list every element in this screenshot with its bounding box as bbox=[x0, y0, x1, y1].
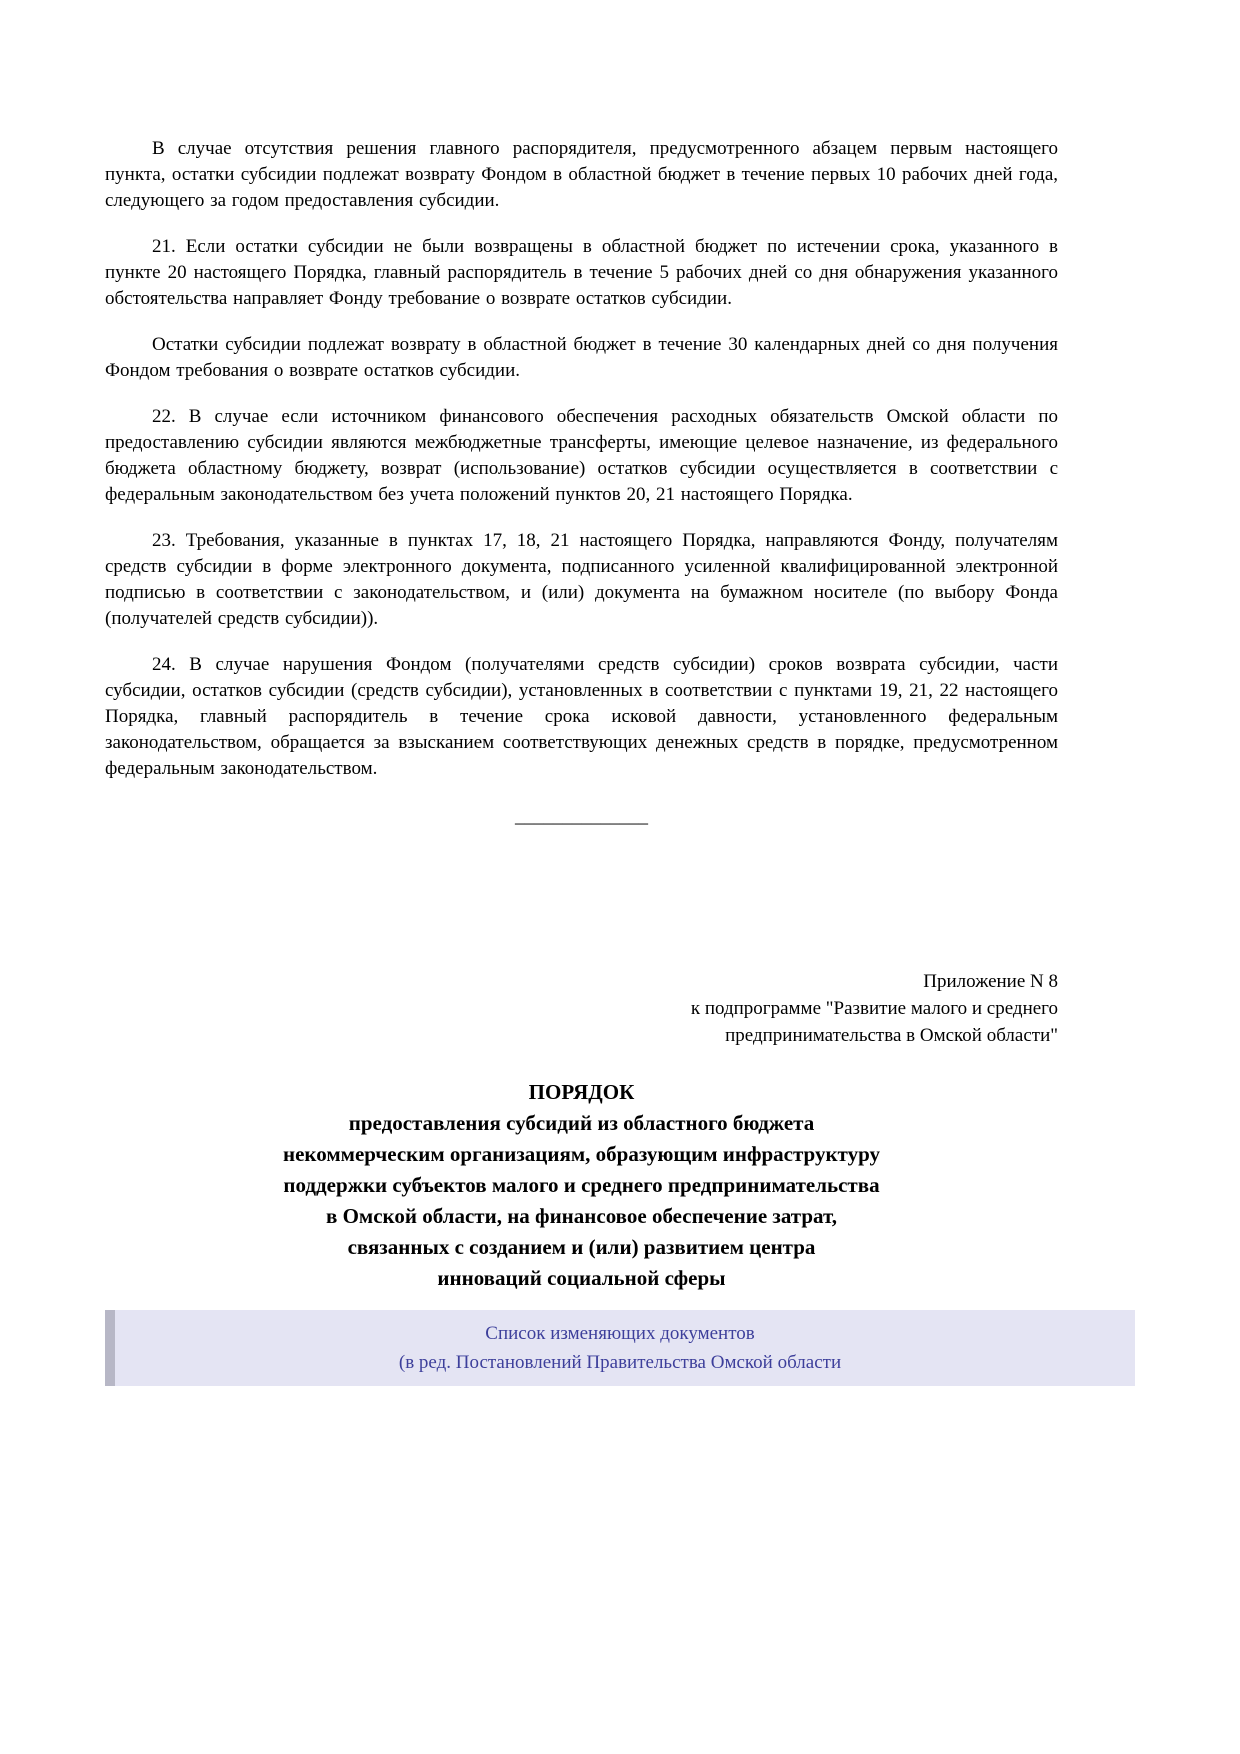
annex-line-region: предпринимательства в Омской области" bbox=[725, 1025, 1058, 1046]
paragraph-point-21: 21. Если остатки субсидии не были возвращены в областной бюджет по истечении срока, указанного в пункте 20 настоящего Порядка, главный распорядитель в течение 5 рабочих дней со дня обнаружения указанного обстоятельства направляет Фонду требование о возврате остатков субсидии. bbox=[105, 236, 1058, 309]
paragraph-point-22: 22. В случае если источником финансового обеспечения расходных обязательств Омской области по предоставлению субсидии являются межбюджетные трансферты, имеющие целевое назначение, из федерального бюджета областному бюджету, возврат (использование) остатков субсидии осуществляется в соответствии с федеральным законодательством без учета положений пунктов 20, 21 настоящего Порядка. bbox=[105, 406, 1058, 505]
title-line-2: предоставления субсидий из областного бюджета bbox=[348, 1111, 815, 1135]
amendments-box-header: Список изменяющих документов bbox=[485, 1323, 755, 1344]
body-text-block bbox=[105, 136, 1058, 782]
title-line-1: ПОРЯДОК bbox=[528, 1080, 635, 1104]
title-line-4: поддержки субъектов малого и среднего предпринимательства bbox=[283, 1173, 880, 1197]
amendments-box bbox=[105, 1310, 1135, 1386]
annex-line-number: Приложение N 8 bbox=[923, 971, 1058, 992]
title-line-6: связанных с созданием и (или) развитием центра bbox=[347, 1235, 816, 1259]
title-line-5: в Омской области, на финансовое обеспечение затрат, bbox=[325, 1204, 837, 1228]
paragraph-residual-30-days: Остатки субсидии подлежат возврату в областной бюджет в течение 30 календарных дней со дня получения Фондом требования о возврате остатков субсидии. bbox=[105, 334, 1058, 381]
paragraph-residual-return: В случае отсутствия решения главного распорядителя, предусмотренного абзацем первым настоящего пункта, остатки субсидии подлежат возврату Фондом в областной бюджет в течение первых 10 рабочих дней года, следующего за годом предоставления субсидии. bbox=[105, 138, 1058, 211]
document-title bbox=[105, 1077, 1058, 1294]
paragraph-point-23: 23. Требования, указанные в пунктах 17, 18, 21 настоящего Порядка, направляются Фонду, получателям средств субсидии в форме электронного документа, подписанного усиленной квалифицированной электронной подписью в соответствии с законодательством, и (или) документа на бумажном носителе (по выбору Фонда (получателей средств субсидии)). bbox=[105, 530, 1058, 629]
annex-reference bbox=[105, 968, 1058, 1049]
section-separator: ______________ bbox=[515, 806, 648, 827]
title-line-7: инноваций социальной сферы bbox=[437, 1266, 726, 1290]
annex-line-subprogram: к подпрограмме "Развитие малого и среднего bbox=[690, 998, 1058, 1019]
paragraph-point-24: 24. В случае нарушения Фондом (получателями средств субсидии) сроков возврата субсидии, части субсидии, остатков субсидии (средств субсидии), установленных в соответствии с пунктами 19, 21, 22 настоящего Порядка, главный распорядитель в течение срока исковой давности, установленного федеральным законодательством, обращается за взысканием соответствующих денежных средств в порядке, предусмотренном федеральным законодательством. bbox=[105, 654, 1058, 779]
amendments-box-edition: (в ред. Постановлений Правительства Омской области bbox=[398, 1352, 842, 1373]
title-line-3: некоммерческим организациям, образующим инфраструктуру bbox=[283, 1142, 880, 1166]
